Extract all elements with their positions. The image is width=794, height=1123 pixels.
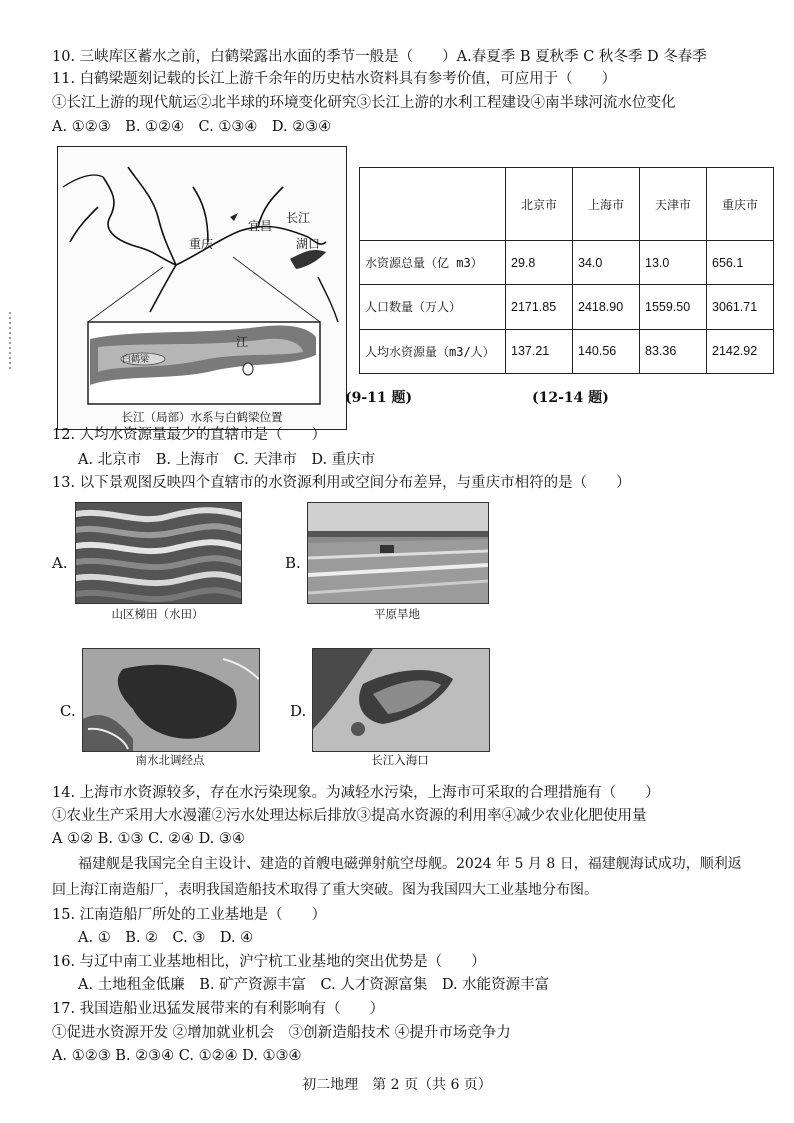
question-11-items: ①长江上游的现代航运②北半球的环境变化研究③长江上游的水利工程建设④南半球河流水位变化 xyxy=(52,95,676,111)
estuary-photo-graphic xyxy=(313,649,489,751)
terrace-photo-graphic xyxy=(76,503,241,603)
question-14-options: A ①② B. ①③ C. ②④ D. ③④ xyxy=(52,831,245,847)
photo-caption: 长江入海口 xyxy=(371,753,429,767)
table-cell: 2418.90 xyxy=(573,285,640,329)
question-13-stem: 13. 以下景观图反映四个直辖市的水资源利用或空间分布差异，与重庆市相符的是（ ） xyxy=(52,475,631,491)
plain-farmland-photo xyxy=(307,502,489,604)
question-14-items: ①农业生产采用大水漫灌②污水处理达标后排放③提高水资源的利用率④减少农业化肥使用量 xyxy=(52,808,647,824)
table-row xyxy=(360,285,774,329)
table-row xyxy=(360,241,774,285)
table-row-label: 人均水资源量（m3/人） xyxy=(360,329,506,373)
map-label-hukou: 湖口 xyxy=(296,237,321,251)
photo-option-letter: C. xyxy=(60,702,76,720)
photo-option-letter: A. xyxy=(52,554,68,572)
table-header-cell: 上海市 xyxy=(573,168,640,241)
question-17-items: ①促进水资源开发 ②增加就业机会 ③创新造船技术 ④提升市场竞争力 xyxy=(52,1025,511,1041)
table-row xyxy=(360,329,774,373)
table-cell: 3061.71 xyxy=(707,285,774,329)
photo-option-letter: D. xyxy=(290,702,307,720)
question-15-stem: 15. 江南造船厂所处的工业基地是（ ） xyxy=(52,907,327,923)
table-cell: 34.0 xyxy=(573,241,640,285)
table-header-row xyxy=(360,168,774,241)
question-15-options: A. ① B. ② C. ③ D. ④ xyxy=(78,930,254,946)
map-label-yichang: 宜昌 xyxy=(248,219,273,233)
question-10: 10. 三峡库区蓄水之前，白鹤梁露出水面的季节一般是（ ）A.春夏季 B 夏秋季 C 秋冬季 D 冬春季 xyxy=(52,49,707,65)
table-cell: 13.0 xyxy=(640,241,707,285)
photo-option-letter: B. xyxy=(285,554,301,572)
fujian-carrier-passage: 福建舰是我国完全自主设计、建造的首艘电磁弹射航空母舰。2024 年 5 月 8 日，福建舰海试成功，顺利返回上海江南造船厂，表明我国造船技术取得了重大突破。图为我国四大工业基地分布图。 xyxy=(52,856,742,898)
photo-caption: 南水北调经点 xyxy=(135,753,205,767)
question-16-options: A. 土地租金低廉 B. 矿产资源丰富 C. 人才资源富集 D. 水能资源丰富 xyxy=(78,977,550,993)
table-cell: 140.56 xyxy=(573,329,640,373)
map-caption: 长江（局部）水系与白鹤梁位置 xyxy=(121,410,283,424)
table-header-cell: 重庆市 xyxy=(707,168,774,241)
question-14-stem: 14. 上海市水资源较多，存在水污染现象。为减轻水污染，上海市可采取的合理措施有（ ） xyxy=(52,785,660,801)
table-cell: 1559.50 xyxy=(640,285,707,329)
inset-label-jiang: 江 xyxy=(236,335,249,349)
table-cell: 29.8 xyxy=(506,241,573,285)
binding-margin-marks xyxy=(9,312,11,372)
table-row-label: 水资源总量（亿 m3） xyxy=(360,241,506,285)
question-12-options: A. 北京市 B. 上海市 C. 天津市 D. 重庆市 xyxy=(78,452,376,468)
question-17-stem: 17. 我国造船业迅猛发展带来的有利影响有（ ） xyxy=(52,1001,385,1017)
inset-label-baiheliang: 白鹤梁 xyxy=(122,355,150,365)
table-cell: 137.21 xyxy=(506,329,573,373)
terrace-photo xyxy=(75,502,242,604)
table-header-cell: 天津市 xyxy=(640,168,707,241)
yangtze-map-graphic xyxy=(58,147,346,429)
photo-caption: 山区梯田（水田） xyxy=(111,607,204,621)
plain-farmland-photo-graphic xyxy=(308,503,488,603)
table-cell: 83.36 xyxy=(640,329,707,373)
photo-caption: 平原旱地 xyxy=(374,607,420,621)
question-11-options: A. ①②③ B. ①②④ C. ①③④ D. ②③④ xyxy=(52,119,332,135)
table-cell: 2171.85 xyxy=(506,285,573,329)
question-11-stem: 11. 白鹤梁题刻记载的长江上游千余年的历史枯水资料具有参考价值，可应用于（ ） xyxy=(52,71,617,87)
table-row-label: 人口数量（万人） xyxy=(360,285,506,329)
table-cell: 656.1 xyxy=(707,241,774,285)
reservoir-photo-graphic xyxy=(83,649,259,751)
table-cell: 2142.92 xyxy=(707,329,774,373)
map-label-changjiang: 长江 xyxy=(286,211,311,225)
reservoir-photo xyxy=(82,648,260,752)
map-label-chongqing: 重庆 xyxy=(189,237,214,251)
table-header-cell xyxy=(360,168,506,241)
figure-label-9-11: (9-11 题) xyxy=(345,390,413,406)
page-footer: 初二地理 第 2 页（共 6 页） xyxy=(302,1077,492,1093)
figure-label-12-14: (12-14 题) xyxy=(532,390,609,406)
question-17-options: A. ①②③ B. ②③④ C. ①②④ D. ①③④ xyxy=(52,1048,302,1064)
yangtze-map-figure xyxy=(57,146,347,430)
question-16-stem: 16. 与辽中南工业基地相比，沪宁杭工业基地的突出优势是（ ） xyxy=(52,954,486,970)
estuary-photo xyxy=(312,648,490,752)
question-12-stem: 12. 人均水资源量最少的直辖市是（ ） xyxy=(52,427,327,443)
water-resources-table xyxy=(359,167,774,374)
table-header-cell: 北京市 xyxy=(506,168,573,241)
